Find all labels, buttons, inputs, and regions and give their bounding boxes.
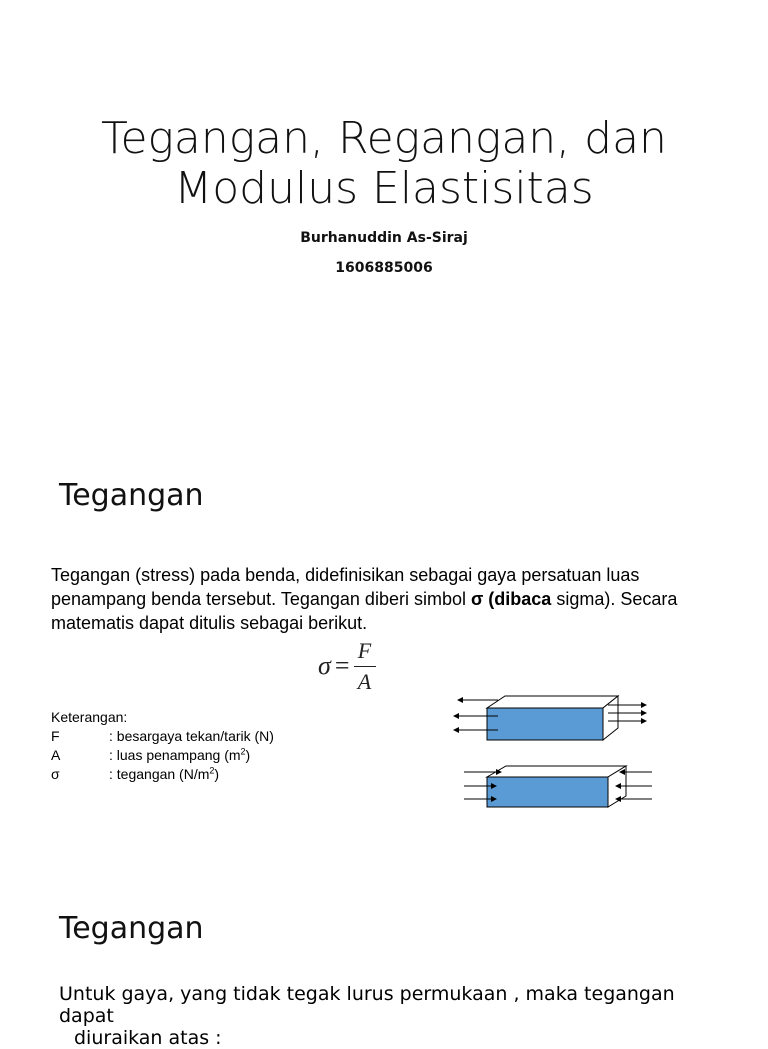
- legend-row-sigma: [51, 765, 274, 784]
- author-name: Burhanuddin As-Siraj: [300, 230, 468, 246]
- legend-desc: : luas penampang (m: [109, 747, 241, 763]
- legend-sup: 2: [209, 765, 215, 776]
- legend-symbol: A: [51, 747, 61, 763]
- paragraph-line-2: diuraikan atas :: [74, 1027, 222, 1049]
- legend-tail: ): [245, 747, 251, 763]
- formula-denominator: A: [357, 668, 372, 694]
- slide-heading: Tegangan: [59, 478, 204, 513]
- legend-row-a: [51, 746, 274, 765]
- legend-tail: ): [214, 766, 220, 782]
- definition-text-1: Tegangan (stress) pada benda, didefinisikan sebagai gaya persatuan luas penampang benda tersebut. Tegangan diberi simbol: [51, 565, 640, 609]
- title-line-1: Tegangan, Regangan, dan: [101, 113, 667, 164]
- legend-desc: : tegangan (N/m: [109, 766, 210, 782]
- stress-formula: [318, 637, 376, 694]
- title-slide: [0, 0, 768, 440]
- tension-block: [454, 696, 646, 740]
- legend: [51, 708, 274, 784]
- slide-title: [0, 114, 768, 214]
- formula-numerator: F: [357, 637, 372, 663]
- legend-sup: 2: [240, 746, 246, 757]
- student-id: 1606885006: [335, 260, 433, 276]
- paragraph: [59, 983, 719, 1049]
- compression-block: [464, 766, 652, 807]
- title-line-2: Modulus Elastisitas: [174, 163, 594, 214]
- legend-symbol: σ: [51, 766, 60, 782]
- stress-diagram: [448, 688, 658, 813]
- legend-row-f: [51, 727, 274, 746]
- formula-sigma: σ: [318, 651, 331, 680]
- definition-paragraph: [51, 563, 691, 635]
- paragraph-line-1: Untuk gaya, yang tidak tegak lurus permukaan , maka tegangan dapat: [59, 983, 675, 1027]
- legend-desc: : besargaya tekan/tarik (N): [109, 728, 274, 744]
- tegangan-slide: [0, 460, 768, 880]
- legend-title: Keterangan:: [51, 709, 128, 725]
- definition-text-2: sigma). Secara matematis dapat ditulis sebagai berikut.: [51, 589, 678, 633]
- tegangan-slide-2: [0, 895, 768, 1049]
- formula-fraction: [354, 638, 376, 695]
- formula-equals: =: [334, 651, 350, 680]
- fraction-bar: [354, 666, 376, 667]
- slide-heading: Tegangan: [59, 911, 204, 946]
- definition-bold: σ (dibaca: [470, 589, 552, 609]
- legend-symbol: F: [51, 728, 60, 744]
